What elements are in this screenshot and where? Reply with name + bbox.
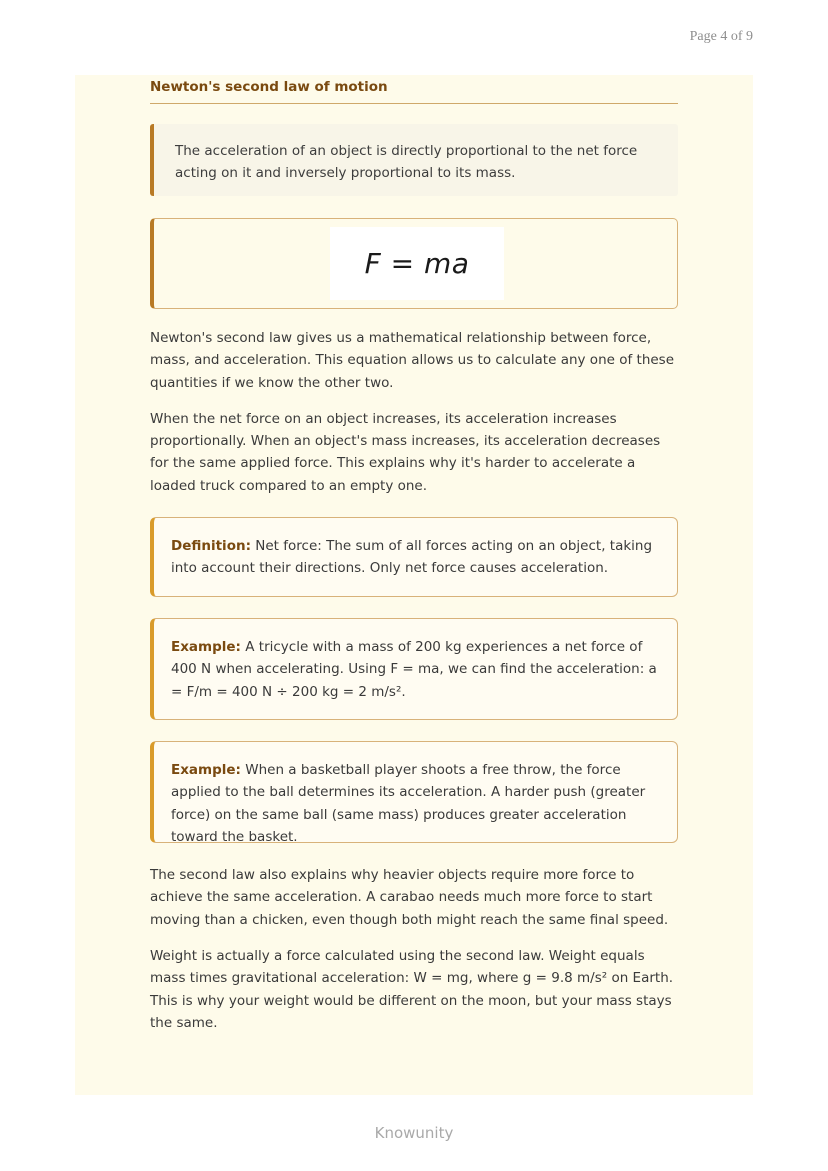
callout-label: Example: [171,762,241,779]
paragraph: The second law also explains why heavier objects require more force to achieve the same acceleration. A carabao needs much more force to start moving than a chicken, even though both might reach the same final speed. [150,867,669,928]
page-number: Page 4 of 9 [689,29,753,44]
section-title: Newton's second law of motion [150,79,678,104]
law-statement-quote: The acceleration of an object is directly proportional to the net force acting on it and inversely proportional to its mass. [150,124,678,196]
page-content [150,75,678,1034]
formula: F = ma [330,227,504,300]
example-callout [150,618,678,720]
example-callout [150,741,678,843]
callout-text: When a basketball player shoots a free throw, the force applied to the ball determines its acceleration. A harder push (greater force) on the same ball (same mass) produces greater acceleration toward the basket. [171,762,646,845]
formula-box [150,218,678,309]
callout-text: A tricycle with a mass of 200 kg experiences a net force of 400 N when accelerating. Using F = ma, we can find the acceleration: a = F/m = 400 N ÷ 200 kg = 2 m/s². [171,639,657,700]
callout-label: Example: [171,639,241,656]
paragraph: Newton's second law gives us a mathematical relationship between force, mass, and acceleration. This equation allows us to calculate any one of these quantities if we know the other two. [150,330,675,391]
footer-brand: Knowunity [374,1124,454,1142]
definition-callout [150,517,678,597]
callout-label: Definition: [171,538,251,555]
paragraph: When the net force on an object increases, its acceleration increases proportionally. When an object's mass increases, its acceleration decreases for the same applied force. This explains why it's harder to accelerate a loaded truck compared to an empty one. [150,410,661,494]
paragraph: Weight is actually a force calculated using the second law. Weight equals mass times gravitational acceleration: W = mg, where g = 9.8 m/s² on Earth. This is why your weight would be different on the moon, but your mass stays the same. [150,947,674,1031]
callout-text: Net force: The sum of all forces acting on an object, taking into account their directions. Only net force causes acceleration. [171,538,653,577]
document-page [75,75,753,1095]
